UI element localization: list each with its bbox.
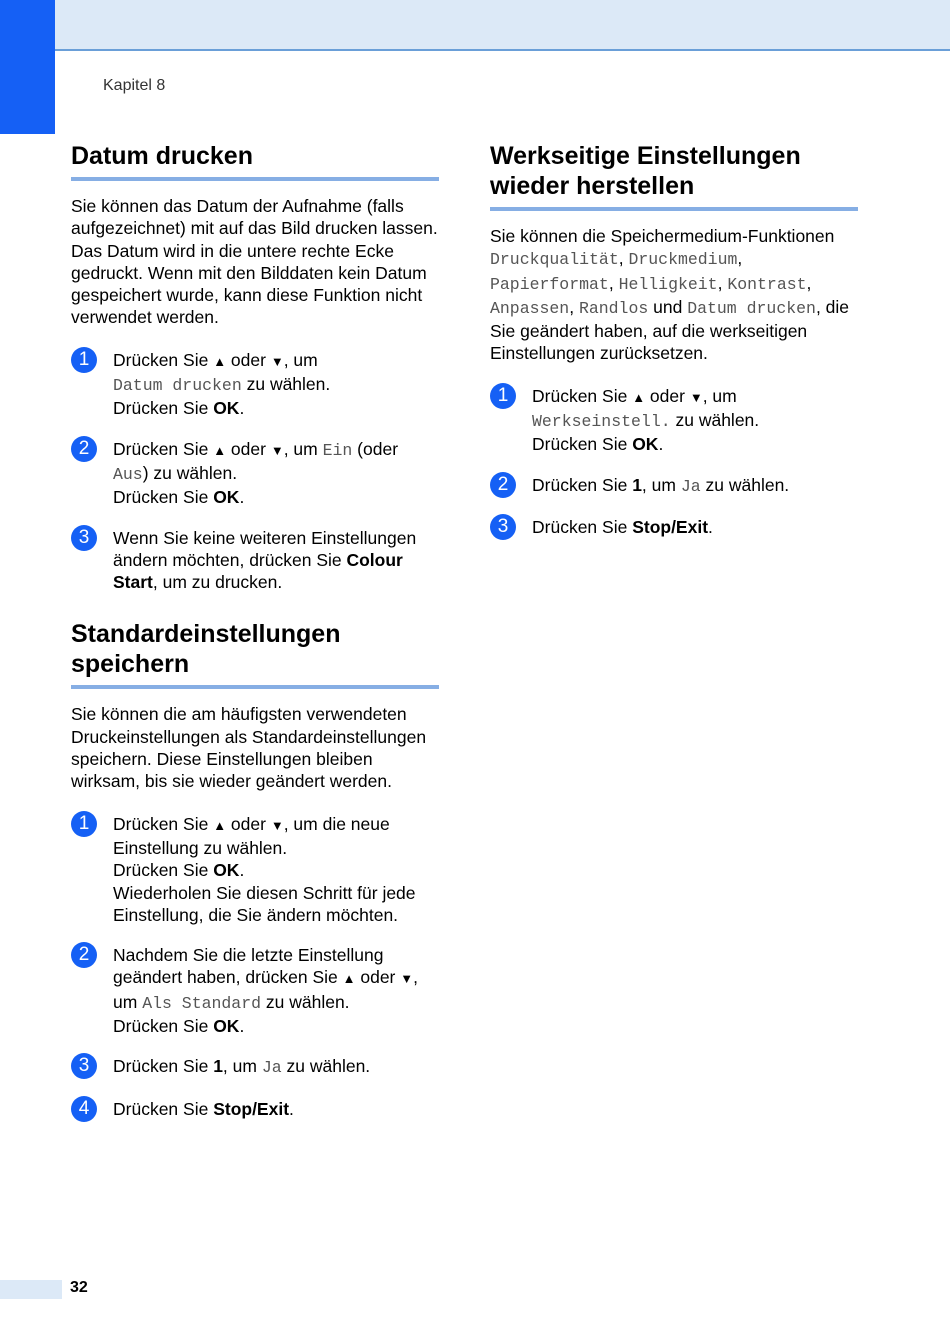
datum-steps — [71, 349, 439, 594]
page-number: 32 — [70, 1279, 88, 1296]
lcd-text: Datum drucken — [687, 298, 816, 318]
up-arrow-icon: ▲ — [632, 389, 646, 405]
werk-steps — [490, 385, 858, 538]
lcd-text: Papierformat — [490, 274, 609, 294]
down-arrow-icon: ▼ — [270, 817, 284, 833]
lcd-text: Ein — [322, 440, 353, 460]
key-1: 1 — [213, 1056, 223, 1077]
step-number: 2 — [71, 942, 97, 968]
lcd-text: Anpassen — [490, 298, 570, 318]
section-title-werk: Werkseitige Einstellungen wieder herstellen — [490, 141, 858, 211]
standard-intro: Sie können die am häufigsten verwendeten Druckeinstellungen als Standardeinstellungen speichern. Diese Einstellungen bleiben wirksam, bis sie wieder geändert werden. — [71, 704, 427, 792]
right-column — [490, 141, 858, 556]
chapter-label: Kapitel 8 — [103, 77, 166, 94]
step-number: 1 — [71, 811, 97, 837]
werk-step-2: 2 Drücken Sie 1, um Ja zu wählen. — [490, 474, 858, 498]
step-number: 3 — [490, 514, 516, 540]
key-ok: OK — [213, 487, 240, 508]
key-colour-start: Colour Start — [113, 549, 403, 593]
datum-step-3: 3 Wenn Sie keine weiteren Einstellungen ändern möchten, drücken Sie Colour Start, um zu drucken. — [71, 527, 439, 594]
lcd-text: Druckmedium — [628, 250, 738, 270]
datum-step-1: 1 Drücken Sie ▲ oder ▼, um Datum drucken zu wählen. Drücken Sie OK. — [71, 349, 439, 420]
up-arrow-icon: ▲ — [213, 817, 227, 833]
lcd-text: Als Standard — [142, 993, 262, 1013]
werk-step-1: 1 Drücken Sie ▲ oder ▼, um Werkseinstell. zu wählen. Drücken Sie OK. — [490, 385, 858, 456]
down-arrow-icon: ▼ — [400, 971, 414, 987]
lcd-text: Werkseinstell. — [532, 412, 671, 432]
standard-step-1: 1 Drücken Sie ▲ oder ▼, um die neue Einstellung zu wählen. Drücken Sie OK. Wiederholen Sie diesen Schritt für jede Einstellung, die Sie ändern möchten. — [71, 813, 439, 926]
key-ok: OK — [632, 434, 659, 455]
down-arrow-icon: ▼ — [689, 389, 703, 405]
key-stop-exit: Stop/Exit — [213, 1098, 290, 1119]
standard-steps — [71, 813, 439, 1120]
lcd-text: Randlos — [578, 298, 649, 318]
key-ok: OK — [213, 398, 240, 419]
step-number: 2 — [71, 436, 97, 462]
lcd-text: Aus — [113, 464, 143, 484]
header-band — [0, 0, 950, 51]
step-number: 2 — [490, 472, 516, 498]
lcd-text: Helligkeit — [618, 274, 718, 294]
chapter-tab — [0, 0, 55, 134]
footer-band — [0, 1280, 62, 1299]
lcd-text: Datum drucken — [113, 376, 242, 396]
werk-step-3: 3 Drücken Sie Stop/Exit. — [490, 516, 858, 538]
step-number: 1 — [490, 383, 516, 409]
key-1: 1 — [632, 474, 642, 495]
up-arrow-icon: ▲ — [213, 442, 227, 458]
up-arrow-icon: ▲ — [213, 353, 227, 369]
section-title-standard: Standardeinstellungen speichern — [71, 619, 439, 689]
left-column — [71, 141, 439, 1138]
lcd-text: Ja — [261, 1058, 282, 1078]
lcd-text: Kontrast — [727, 274, 807, 294]
datum-step-2: 2 Drücken Sie ▲ oder ▼, um Ein (oder Aus) zu wählen. Drücken Sie OK. — [71, 438, 439, 509]
standard-step-2: 2 Nachdem Sie die letzte Einstellung geändert haben, drücken Sie ▲ oder ▼, um Als Standard zu wählen. Drücken Sie OK. — [71, 944, 439, 1037]
down-arrow-icon: ▼ — [270, 442, 284, 458]
datum-intro: Sie können das Datum der Aufnahme (falls aufgezeichnet) mit auf das Bild drucken lassen. Das Datum wird in die untere rechte Ecke gedruckt. Wenn mit den Bilddaten kein Datum gespeichert wurde, kann diese Funktion nicht verwendet werden. — [71, 196, 438, 328]
section-title-datum: Datum drucken — [71, 141, 439, 181]
step-number: 3 — [71, 525, 97, 551]
werk-intro: Sie können die Speichermedium-Funktionen Druckqualität, Druckmedium, Papierformat, Helligkeit, Kontrast, Anpassen, Randlos und Datum drucken, die Sie geändert haben, auf die werkseitigen Einstellungen zurücksetzen. — [490, 226, 850, 364]
standard-step-4: 4 Drücken Sie Stop/Exit. — [71, 1098, 439, 1120]
up-arrow-icon: ▲ — [342, 971, 356, 987]
key-ok: OK — [213, 1016, 240, 1037]
lcd-text: Ja — [680, 476, 701, 496]
standard-step-3: 3 Drücken Sie 1, um Ja zu wählen. — [71, 1055, 439, 1079]
step-number: 3 — [71, 1053, 97, 1079]
key-ok: OK — [213, 860, 240, 881]
step-number: 1 — [71, 347, 97, 373]
step-number: 4 — [71, 1096, 97, 1122]
down-arrow-icon: ▼ — [270, 353, 284, 369]
key-stop-exit: Stop/Exit — [632, 516, 709, 537]
lcd-text: Druckqualität — [490, 250, 619, 270]
